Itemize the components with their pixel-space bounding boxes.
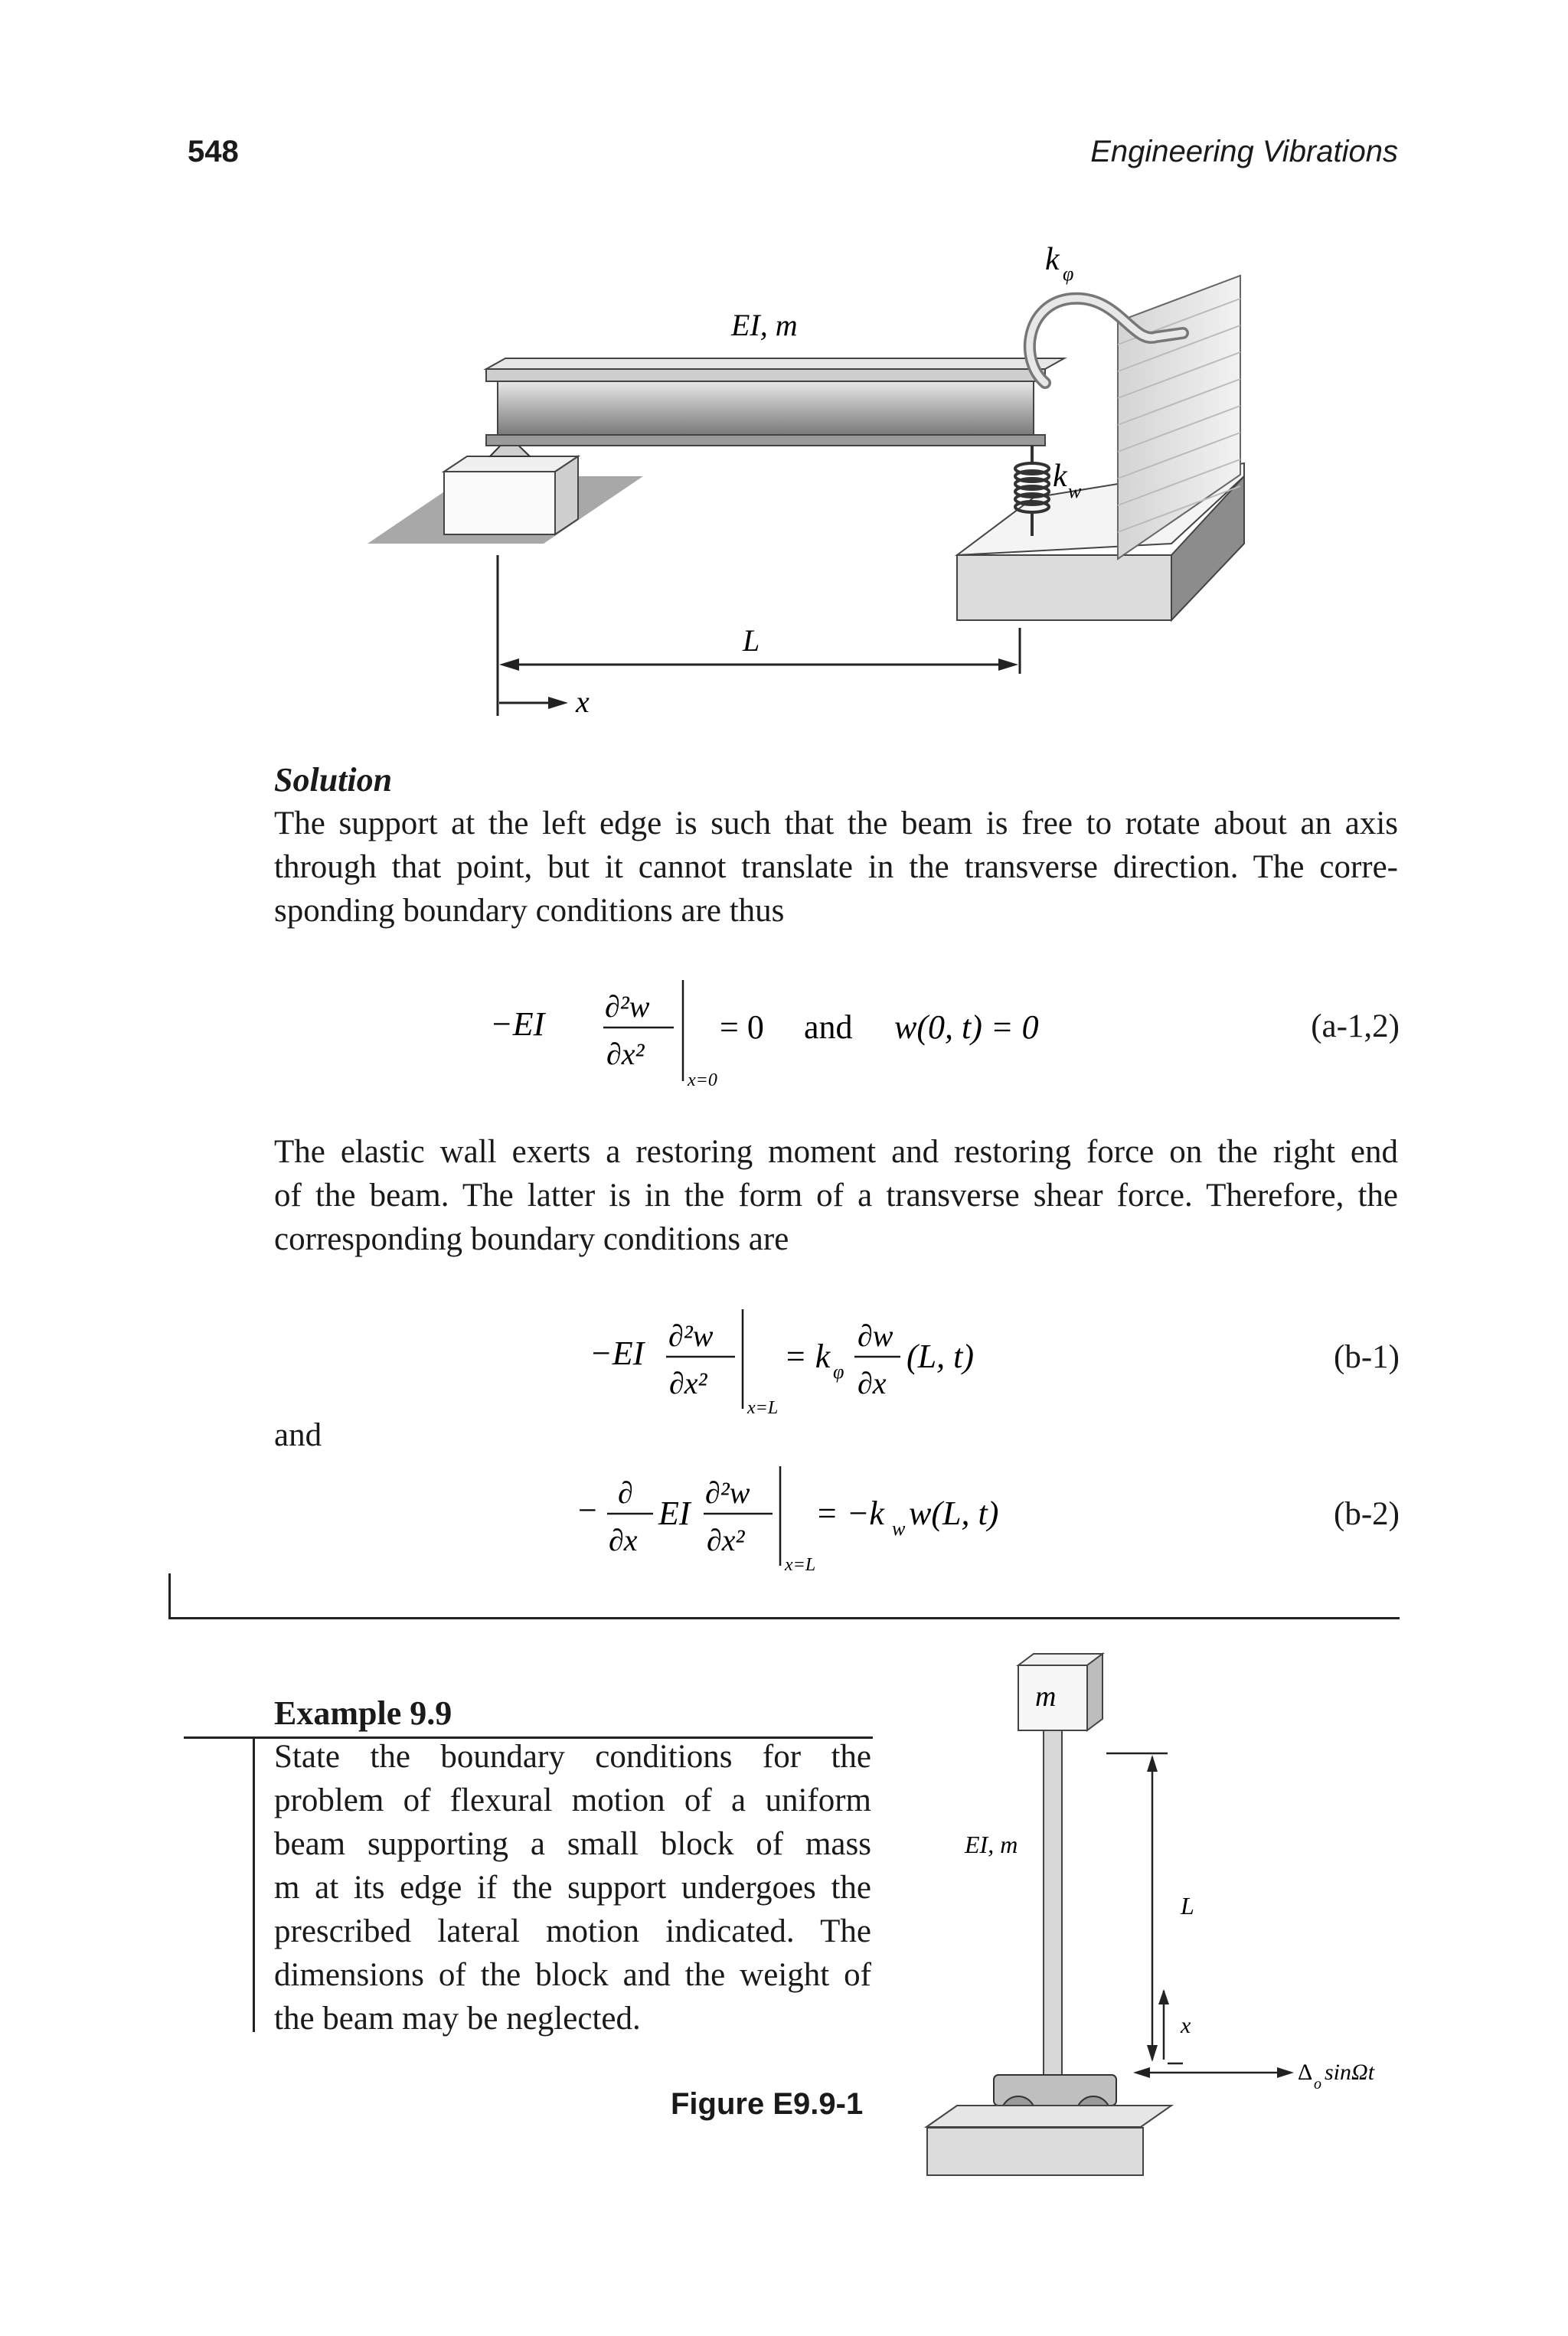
example-end-rule <box>168 1617 1400 1619</box>
example-title: Example 9.9 <box>274 1694 452 1732</box>
eq-label-b1: (b-1) <box>1334 1339 1400 1375</box>
text-line: through that point, but it cannot translate in the transverse direction. The corre- <box>274 849 1398 885</box>
eq-b2-rhs-tail: w(L, t) <box>909 1495 999 1532</box>
solution-paragraph-1 <box>274 802 1398 933</box>
x-label-small: x <box>1181 2013 1191 2038</box>
text-line: The elastic wall exerts a restoring moment and restoring force on the right end <box>274 1134 1398 1170</box>
text-line: corresponding boundary conditions are <box>274 1221 789 1257</box>
motion-label-tail: sinΩt <box>1325 2060 1375 2085</box>
x-axis-label: x <box>576 684 590 719</box>
eq-b1-rhs-sub: φ <box>833 1361 844 1383</box>
example-figure <box>903 1646 1409 2136</box>
eq-a-numerator: ∂²w <box>605 989 650 1024</box>
text-line: problem of flexural motion of a uniform <box>274 1782 871 1818</box>
eq-b2-d-den: ∂x <box>609 1523 638 1557</box>
motion-label-sub: o <box>1314 2076 1321 2093</box>
base-block-front <box>926 2127 1144 2176</box>
right-block-front <box>957 555 1171 620</box>
left-support-front <box>444 472 555 534</box>
eq-a-denominator: ∂x² <box>606 1037 645 1071</box>
eq-label-b2: (b-2) <box>1334 1496 1400 1532</box>
eq-a-and: and <box>804 1008 853 1046</box>
text-line: m at its edge if the support undergoes the <box>274 1870 871 1906</box>
eq-label-a: (a-1,2) <box>1311 1008 1400 1044</box>
text-line: sponding boundary conditions are thus <box>274 893 785 929</box>
eq-a-eq-zero: = 0 <box>720 1008 764 1046</box>
kw-sub: w <box>1068 480 1082 502</box>
eq-b2-d-num: ∂ <box>618 1475 633 1510</box>
beam-top-flange-front <box>486 369 1045 381</box>
eq-a-second: w(0, t) = 0 <box>894 1008 1039 1046</box>
eq-b1-denominator: ∂x² <box>669 1366 707 1400</box>
eq-b1-eval: x=L <box>747 1398 779 1418</box>
eq-b1-rhs-numerator: ∂w <box>858 1318 893 1353</box>
equation-b1 <box>590 1302 1049 1424</box>
text-line: the beam may be neglected. <box>274 2001 641 2037</box>
mass-label: m <box>1035 1681 1057 1713</box>
eq-b1-rhs-args: (L, t) <box>906 1338 974 1375</box>
text-line: dimensions of the block and the weight of <box>274 1957 871 1993</box>
example-text <box>274 1735 871 2040</box>
text-line: State the boundary conditions for the <box>274 1739 871 1775</box>
motion-label: Δ <box>1298 2060 1313 2085</box>
eq-b1-rhs-k: = k <box>784 1338 831 1375</box>
example-end-bar <box>168 1573 171 1619</box>
eq-b2-numerator: ∂²w <box>705 1475 750 1510</box>
eq-b2-ei: EI <box>658 1495 691 1532</box>
beam-top-flange <box>486 358 1064 369</box>
page-number: 548 <box>188 135 239 168</box>
text-line: The support at the left edge is such that the beam is free to rotate about an axis <box>274 805 1398 841</box>
eq-b1-rhs-denominator: ∂x <box>858 1366 887 1400</box>
kw-label: k <box>1053 459 1067 494</box>
kphi-label: k <box>1045 242 1060 277</box>
eq-b1-numerator: ∂²w <box>668 1318 714 1353</box>
beam-bottom-flange <box>486 435 1045 446</box>
length-label-small: L <box>1181 1892 1194 1919</box>
figure-caption: Figure E9.9-1 <box>671 2087 864 2121</box>
beam-label: EI, m <box>731 308 798 342</box>
eq-b2-denominator: ∂x² <box>707 1523 745 1557</box>
text-line: prescribed lateral motion indicated. The <box>274 1913 871 1949</box>
solution-heading: Solution <box>274 761 393 799</box>
equation-b2 <box>578 1459 1053 1581</box>
eq-b2-rhs: = −k <box>815 1495 884 1532</box>
text-line: of the beam. The latter is in the form of a transverse shear force. Therefore, the <box>274 1178 1398 1214</box>
beam-figure <box>360 230 1279 735</box>
eq-a-eval: x=0 <box>688 1070 717 1090</box>
equation-a <box>490 972 1072 1103</box>
length-label: L <box>743 623 760 658</box>
running-title: Engineering Vibrations <box>1090 135 1398 168</box>
eq-b1-prefix: −EI <box>590 1335 645 1372</box>
eq-b2-eval: x=L <box>785 1555 816 1575</box>
eq-b2-minus: − <box>578 1491 597 1529</box>
solution-paragraph-2 <box>274 1130 1398 1261</box>
example-side-bar <box>253 1736 255 2032</box>
eq-a-prefix: −EI <box>490 1005 545 1043</box>
eq-b2-rhs-sub: w <box>892 1518 906 1540</box>
and-connector: and <box>274 1417 322 1453</box>
vertical-beam <box>1044 1730 1062 2079</box>
beam-web <box>498 381 1034 435</box>
kphi-sub: φ <box>1063 263 1074 285</box>
beam-label-small: EI, m <box>965 1831 1018 1858</box>
text-line: beam supporting a small block of mass <box>274 1826 871 1862</box>
